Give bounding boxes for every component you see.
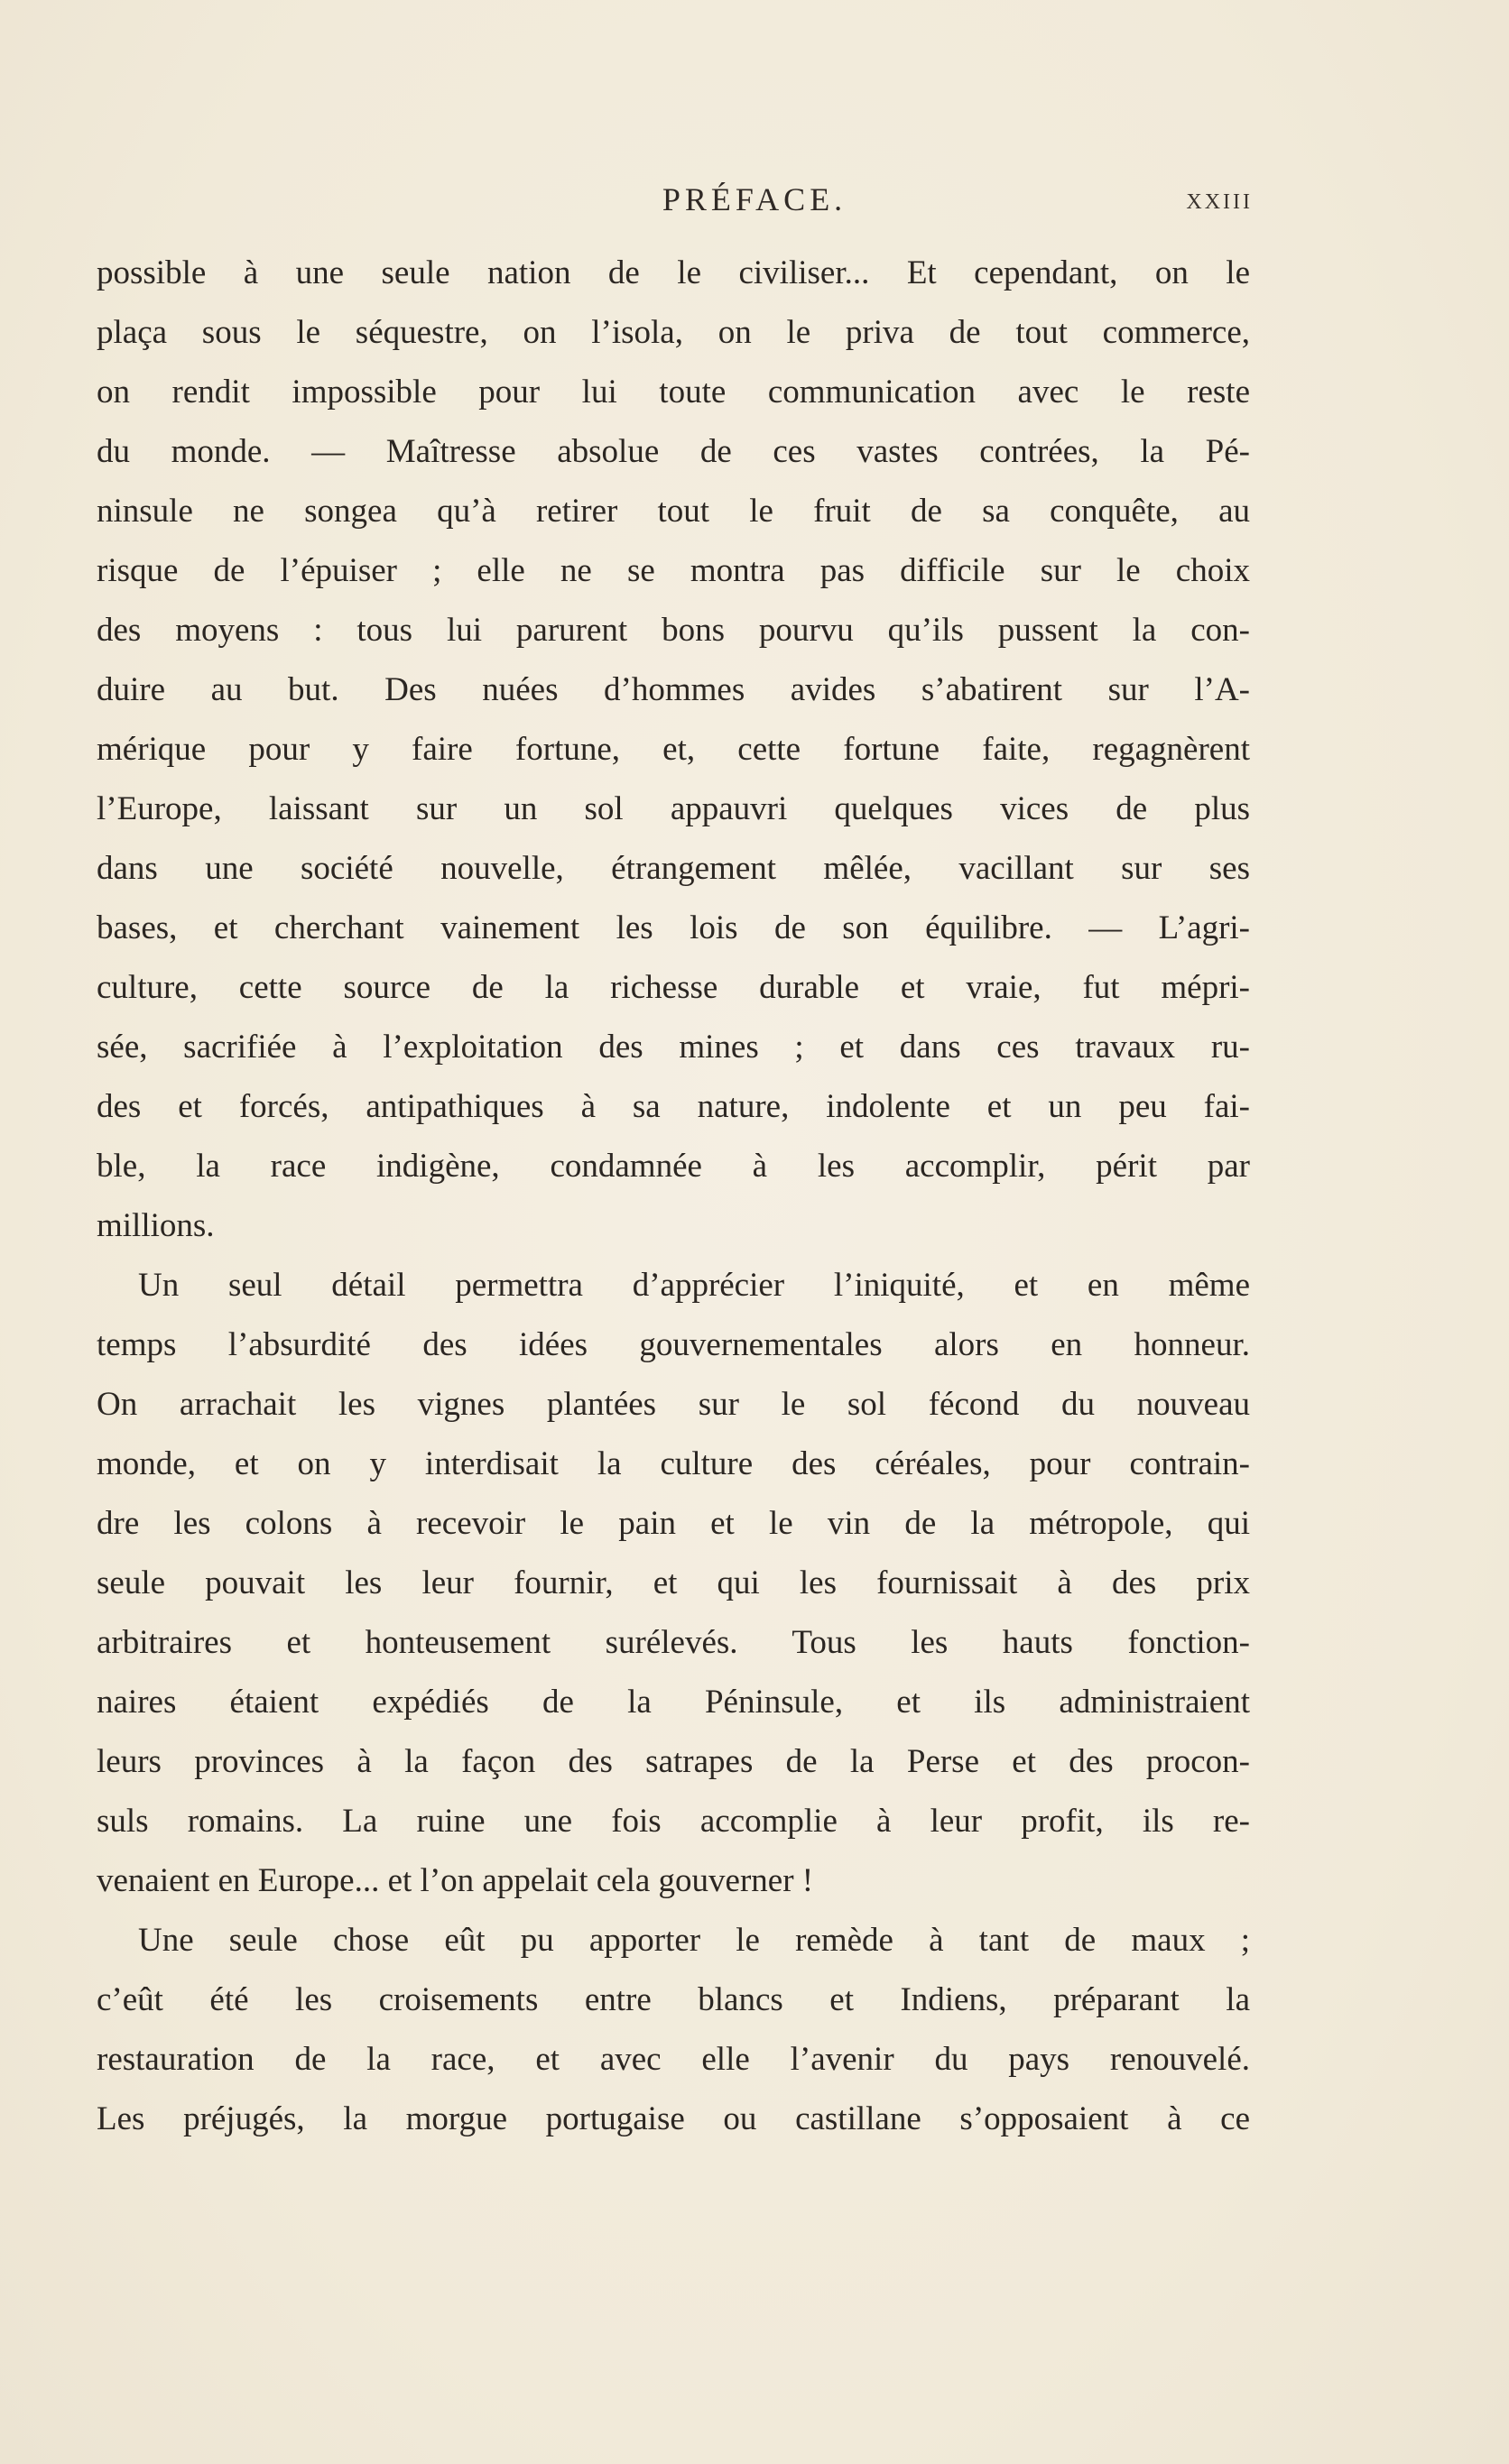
text-line: l’Europe, laissant sur un sol appauvri quelques vices de plus [97, 790, 1250, 827]
text-line: leurs provinces à la façon des satrapes de la Perse et des procon- [97, 1743, 1250, 1780]
paragraph-start-line: Une seule chose eût pu apporter le remède à tant de maux ; [138, 1922, 1250, 1959]
text-line: des et forcés, antipathiques à sa nature, indolente et un peu fai- [97, 1088, 1250, 1125]
running-head-title: PRÉFACE. [662, 181, 847, 217]
text-line: possible à une seule nation de le civiliser... Et cependant, on le [97, 254, 1250, 291]
text-line: plaça sous le séquestre, on l’isola, on le priva de tout commerce, [97, 314, 1250, 351]
paragraph-start-line: Un seul détail permettra d’apprécier l’iniquité, et en même [138, 1267, 1250, 1304]
page-number: XXIII [1186, 190, 1253, 214]
text-line: seule pouvait les leur fournir, et qui les fournissait à des prix [97, 1564, 1250, 1601]
text-line: monde, et on y interdisait la culture des céréales, pour contrain- [97, 1445, 1250, 1482]
text-line: culture, cette source de la richesse durable et vraie, fut mépri- [97, 969, 1250, 1006]
text-line: dans une société nouvelle, étrangement mêlée, vacillant sur ses [97, 850, 1250, 887]
text-line: On arrachait les vignes plantées sur le sol fécond du nouveau [97, 1386, 1250, 1423]
text-line: on rendit impossible pour lui toute communication avec le reste [97, 374, 1250, 411]
text-line: ninsule ne songea qu’à retirer tout le fruit de sa conquête, au [97, 493, 1250, 530]
body-text [97, 244, 1250, 2149]
text-line: c’eût été les croisements entre blancs et Indiens, préparant la [97, 1981, 1250, 2018]
text-line: risque de l’épuiser ; elle ne se montra pas difficile sur le choix [97, 552, 1250, 589]
text-line: ble, la race indigène, condamnée à les accomplir, périt par [97, 1148, 1250, 1185]
running-head [0, 177, 1509, 222]
text-line: du monde. — Maîtresse absolue de ces vastes contrées, la Pé- [97, 433, 1250, 470]
text-line: restauration de la race, et avec elle l’avenir du pays renouvelé. [97, 2041, 1250, 2078]
paragraph-end-line: venaient en Europe... et l’on appelait cela gouverner ! [97, 1862, 814, 1899]
text-line: suls romains. La ruine une fois accomplie à leur profit, ils re- [97, 1803, 1250, 1840]
text-line: Les préjugés, la morgue portugaise ou castillane s’opposaient à ce [97, 2100, 1250, 2137]
text-line: des moyens : tous lui parurent bons pourvu qu’ils pussent la con- [97, 612, 1250, 649]
text-line: bases, et cherchant vainement les lois de son équilibre. — L’agri- [97, 909, 1250, 946]
text-line: duire au but. Des nuées d’hommes avides s’abatirent sur l’A- [97, 671, 1250, 708]
text-line: sée, sacrifiée à l’exploitation des mines ; et dans ces travaux ru- [97, 1029, 1250, 1066]
text-line: arbitraires et honteusement surélevés. Tous les hauts fonction- [97, 1624, 1250, 1661]
text-line: naires étaient expédiés de la Péninsule, et ils administraient [97, 1684, 1250, 1721]
text-line: mérique pour y faire fortune, et, cette fortune faite, regagnèrent [97, 731, 1250, 768]
paragraph-end-line: millions. [97, 1207, 215, 1244]
text-line: temps l’absurdité des idées gouvernementales alors en honneur. [97, 1326, 1250, 1363]
text-line: dre les colons à recevoir le pain et le vin de la métropole, qui [97, 1505, 1250, 1542]
